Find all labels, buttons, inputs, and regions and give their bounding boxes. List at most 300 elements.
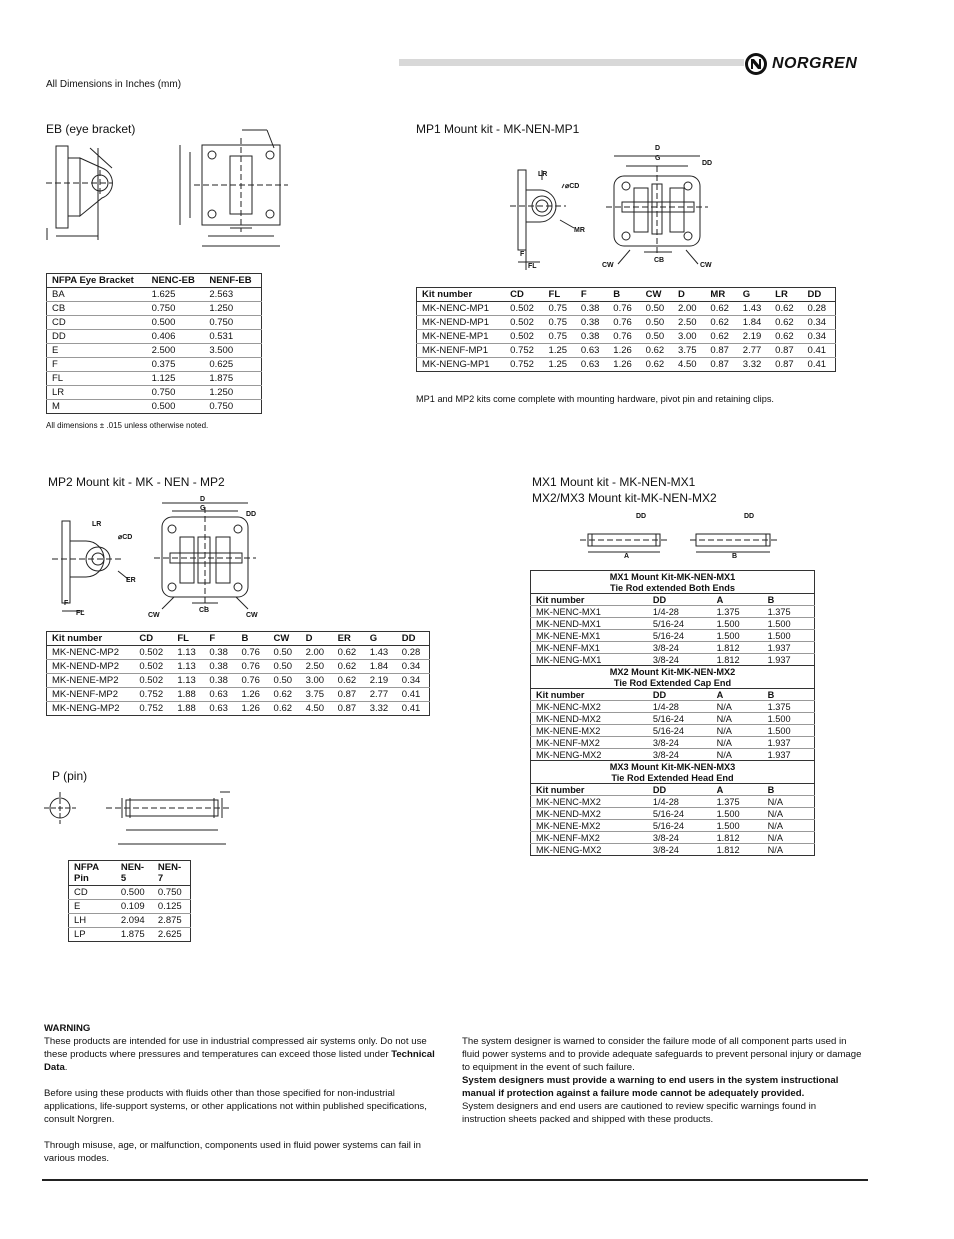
table-col-header: Kit number xyxy=(47,632,135,646)
mp2-label-er: ER xyxy=(126,577,136,584)
table-cell: 2.00 xyxy=(673,302,705,316)
table-cell: 2.875 xyxy=(153,914,191,928)
table-cell: MK-NENF-MP2 xyxy=(47,688,135,702)
table-cell: 0.752 xyxy=(134,702,172,716)
table-row xyxy=(531,630,815,642)
table-cell: N/A xyxy=(763,808,815,820)
table-cell: MK-NEND-MP2 xyxy=(47,660,135,674)
eb-col-header: NENC-EB xyxy=(147,274,205,288)
table-col-header: A xyxy=(712,689,763,701)
mp1-drawing xyxy=(500,140,740,272)
table-cell: 0.63 xyxy=(204,702,236,716)
table-col-header: B xyxy=(608,288,640,302)
table-cell: 0.62 xyxy=(333,660,365,674)
table-cell: 1.375 xyxy=(763,606,815,618)
mp2-label-cd: ⌀CD xyxy=(118,534,133,541)
table-col-header: D xyxy=(673,288,705,302)
table-row xyxy=(47,660,430,674)
table-cell: 0.75 xyxy=(544,302,576,316)
table-col-header: DD xyxy=(397,632,430,646)
table-cell: 1.26 xyxy=(236,688,268,702)
table-cell: MK-NEND-MX2 xyxy=(531,808,648,820)
table-cell: F xyxy=(47,358,147,372)
table-row xyxy=(47,372,262,386)
table-cell: 0.62 xyxy=(269,688,301,702)
table-cell: 1.375 xyxy=(763,701,815,713)
technical-data-link[interactable]: Technical Data xyxy=(44,1049,435,1073)
mp1-label-cb: CB xyxy=(654,257,665,264)
table-cell: 2.77 xyxy=(738,344,770,358)
table-cell: MK-NENF-MX2 xyxy=(531,737,648,749)
table-cell: 0.500 xyxy=(147,316,205,330)
table-cell: 3/8-24 xyxy=(648,749,712,761)
table-cell: 3.00 xyxy=(301,674,333,688)
table-cell: 1.500 xyxy=(712,618,763,630)
table-row xyxy=(531,713,815,725)
table-cell: 0.50 xyxy=(641,330,673,344)
table-cell: MK-NENG-MX2 xyxy=(531,749,648,761)
table-col-header: G xyxy=(738,288,770,302)
table-cell: 0.38 xyxy=(576,330,608,344)
table-cell: 1.625 xyxy=(147,288,205,302)
table-cell: 0.28 xyxy=(803,302,836,316)
pin-table-header xyxy=(69,861,191,886)
table-row xyxy=(531,796,815,808)
mx-caption-row xyxy=(531,571,815,583)
table-cell: 0.502 xyxy=(134,646,172,660)
table-cell: 2.563 xyxy=(204,288,261,302)
table-cell: 0.28 xyxy=(397,646,430,660)
table-cell: 1.875 xyxy=(116,928,153,942)
table-cell: MK-NENE-MX1 xyxy=(531,630,648,642)
mx-header-row xyxy=(531,594,815,606)
table-cell: LH xyxy=(69,914,116,928)
table-cell: 0.125 xyxy=(153,900,191,914)
table-cell: 0.502 xyxy=(134,674,172,688)
table-col-header: A xyxy=(712,594,763,606)
table-cell: 0.62 xyxy=(705,316,737,330)
table-row xyxy=(531,808,815,820)
table-cell: 1.125 xyxy=(147,372,205,386)
table-cell: N/A xyxy=(712,725,763,737)
table-row xyxy=(47,702,430,716)
table-cell: 3/8-24 xyxy=(648,737,712,749)
table-col-header: DD xyxy=(648,594,712,606)
table-cell: 0.87 xyxy=(333,688,365,702)
eb-table xyxy=(46,273,262,414)
table-col-header: CD xyxy=(134,632,172,646)
table-cell: 0.87 xyxy=(770,344,802,358)
table-row xyxy=(69,900,191,914)
table-cell: LR xyxy=(47,386,147,400)
eb-footnote: All dimensions ± .015 unless otherwise noted. xyxy=(46,421,209,430)
table-cell: MK-NENF-MX2 xyxy=(531,832,648,844)
table-cell: 1.26 xyxy=(236,702,268,716)
table-cell: 0.38 xyxy=(204,660,236,674)
warning-paragraph: Through misuse, age, or malfunction, components used in fluid power systems can fail in various modes. xyxy=(44,1140,422,1164)
mx-label-dd-right: DD xyxy=(744,513,755,520)
table-cell: N/A xyxy=(763,832,815,844)
table-cell: 0.76 xyxy=(608,316,640,330)
table-cell: 0.38 xyxy=(576,302,608,316)
table-cell: 1.13 xyxy=(172,660,204,674)
table-cell: 2.00 xyxy=(301,646,333,660)
table-cell: 1/4-28 xyxy=(648,606,712,618)
mx-caption: MX3 Mount Kit-MK-NEN-MX3 xyxy=(531,761,815,773)
table-cell: 0.62 xyxy=(705,330,737,344)
table-cell: BA xyxy=(47,288,147,302)
mp1-label-cw-left: CW xyxy=(602,262,614,269)
table-col-header: ER xyxy=(333,632,365,646)
table-cell: 1/4-28 xyxy=(648,796,712,808)
eb-col-header: NENF-EB xyxy=(204,274,261,288)
table-col-header: Kit number xyxy=(531,784,648,796)
mx-header-row xyxy=(531,689,815,701)
table-row xyxy=(47,688,430,702)
table-cell: 1.812 xyxy=(712,832,763,844)
mx-caption: Tie Rod extended Both Ends xyxy=(610,582,735,593)
table-cell: 0.502 xyxy=(505,302,543,316)
table-cell: 0.75 xyxy=(544,330,576,344)
table-cell: MK-NENC-MP1 xyxy=(417,302,506,316)
table-cell: 1.500 xyxy=(763,618,815,630)
table-cell: 3/8-24 xyxy=(648,654,712,666)
table-cell: MK-NENF-MX1 xyxy=(531,642,648,654)
table-cell: 0.50 xyxy=(641,316,673,330)
mp2-label-dd: DD xyxy=(246,511,257,518)
pin-drawing xyxy=(42,788,232,850)
table-cell: 1.26 xyxy=(608,344,640,358)
table-cell: MK-NEND-MX2 xyxy=(531,713,648,725)
table-cell: N/A xyxy=(763,844,815,856)
pin-col-header: NFPA Pin xyxy=(69,861,116,886)
table-cell: 0.75 xyxy=(544,316,576,330)
table-cell: DD xyxy=(47,330,147,344)
table-cell: 1.84 xyxy=(738,316,770,330)
mx-label-dd-left: DD xyxy=(636,513,647,520)
table-cell: 5/16-24 xyxy=(648,618,712,630)
table-cell: 2.500 xyxy=(147,344,205,358)
table-cell: 0.502 xyxy=(505,330,543,344)
table-cell: 0.76 xyxy=(236,660,268,674)
table-col-header: B xyxy=(236,632,268,646)
table-col-header: CW xyxy=(269,632,301,646)
table-row xyxy=(417,358,836,372)
table-col-header: LR xyxy=(770,288,802,302)
table-cell: 0.62 xyxy=(770,330,802,344)
table-col-header: F xyxy=(576,288,608,302)
table-cell: 0.62 xyxy=(333,646,365,660)
mx-label-a: A xyxy=(624,553,630,560)
table-cell: 0.34 xyxy=(803,330,836,344)
warning-paragraph: The system designer is warned to consider the failure mode of all component parts used in fluid power systems and to provide adequate safeguards to prevent personal injury or damage to equipment in the event of such failure. xyxy=(462,1036,862,1073)
table-cell: 1/4-28 xyxy=(648,701,712,713)
table-cell: 3/8-24 xyxy=(648,642,712,654)
mp2-label-g: G xyxy=(200,505,206,512)
table-col-header: D xyxy=(301,632,333,646)
table-cell: 0.62 xyxy=(641,344,673,358)
table-col-header: Kit number xyxy=(531,689,648,701)
table-row xyxy=(47,400,262,414)
table-cell: 0.50 xyxy=(269,660,301,674)
table-cell: 1.25 xyxy=(544,344,576,358)
brand-logo xyxy=(744,52,857,76)
dimensions-note: All Dimensions in Inches (mm) xyxy=(46,79,182,90)
table-row xyxy=(531,701,815,713)
brand-name: NORGREN xyxy=(772,55,858,72)
table-cell: M xyxy=(47,400,147,414)
table-cell: 0.752 xyxy=(134,688,172,702)
table-cell: 1.812 xyxy=(712,642,763,654)
warning-paragraph: Before using these products with fluids other than those specified for non-industrial applications, life-support systems, or other applications not within published specifications, consult Norgren. xyxy=(44,1088,427,1125)
table-cell: 0.625 xyxy=(204,358,261,372)
table-row xyxy=(69,914,191,928)
table-cell: 0.50 xyxy=(269,646,301,660)
table-cell: 1.875 xyxy=(204,372,261,386)
table-cell: 0.62 xyxy=(333,674,365,688)
table-row xyxy=(47,330,262,344)
table-cell: 0.62 xyxy=(770,302,802,316)
table-cell: N/A xyxy=(712,749,763,761)
table-cell: 1.43 xyxy=(738,302,770,316)
warning-paragraph xyxy=(44,1035,444,1074)
table-cell: 3.00 xyxy=(673,330,705,344)
table-cell: 0.34 xyxy=(803,316,836,330)
table-cell: 0.76 xyxy=(236,674,268,688)
mx-caption-row xyxy=(531,582,815,594)
table-cell: 1.812 xyxy=(712,654,763,666)
table-row xyxy=(417,302,836,316)
table-cell: 1.937 xyxy=(763,642,815,654)
table-cell: 4.50 xyxy=(301,702,333,716)
table-cell: 1.937 xyxy=(763,749,815,761)
table-cell: 2.50 xyxy=(301,660,333,674)
table-cell: N/A xyxy=(763,796,815,808)
mp1-label-mr: MR xyxy=(574,227,585,234)
table-cell: 1.500 xyxy=(712,820,763,832)
table-col-header: F xyxy=(204,632,236,646)
table-cell: 0.750 xyxy=(204,400,261,414)
table-cell: 1.500 xyxy=(763,725,815,737)
table-row xyxy=(47,386,262,400)
pin-col-header: NEN-5 xyxy=(116,861,153,886)
table-cell: 0.406 xyxy=(147,330,205,344)
table-row xyxy=(69,928,191,942)
table-cell: 1.375 xyxy=(712,796,763,808)
table-cell: FL xyxy=(47,372,147,386)
table-cell: 0.63 xyxy=(204,688,236,702)
table-cell: 1.500 xyxy=(712,808,763,820)
mx-caption: Tie Rod Extended Head End xyxy=(611,772,734,783)
table-cell: MK-NENF-MP1 xyxy=(417,344,506,358)
table-cell: 1.375 xyxy=(712,606,763,618)
table-cell: 0.500 xyxy=(116,886,153,900)
table-col-header: CD xyxy=(505,288,543,302)
mp2-table-header xyxy=(47,632,430,646)
table-cell: CB xyxy=(47,302,147,316)
mx-drawing xyxy=(580,508,790,560)
table-cell: 0.752 xyxy=(505,358,543,372)
table-cell: 0.62 xyxy=(705,302,737,316)
eb-drawing xyxy=(42,128,292,263)
table-cell: MK-NENE-MP2 xyxy=(47,674,135,688)
table-cell: 2.094 xyxy=(116,914,153,928)
table-cell: 0.34 xyxy=(397,674,430,688)
table-cell: 5/16-24 xyxy=(648,713,712,725)
mp2-drawing xyxy=(42,493,272,623)
table-cell: MK-NENC-MP2 xyxy=(47,646,135,660)
table-cell: 0.502 xyxy=(505,316,543,330)
mp1-table xyxy=(416,287,836,372)
table-row xyxy=(531,642,815,654)
table-row xyxy=(531,737,815,749)
table-cell: MK-NENG-MX2 xyxy=(531,844,648,856)
mx-caption-row xyxy=(531,666,815,678)
mp1-label-cw-right: CW xyxy=(700,262,712,269)
table-cell: N/A xyxy=(712,713,763,725)
table-cell: 0.50 xyxy=(641,302,673,316)
table-cell: 2.625 xyxy=(153,928,191,942)
table-cell: 0.76 xyxy=(608,302,640,316)
table-cell: MK-NENC-MX1 xyxy=(531,606,648,618)
table-row xyxy=(69,886,191,900)
table-cell: 1.937 xyxy=(763,737,815,749)
table-cell: MK-NENG-MX1 xyxy=(531,654,648,666)
table-cell: MK-NENE-MX2 xyxy=(531,725,648,737)
table-cell: E xyxy=(69,900,116,914)
table-col-header: CW xyxy=(641,288,673,302)
table-col-header: B xyxy=(763,784,815,796)
table-cell: 3.75 xyxy=(673,344,705,358)
table-cell: 0.502 xyxy=(134,660,172,674)
pin-col-header: NEN-7 xyxy=(153,861,191,886)
warning-paragraph-bold: System designers must provide a warning to end users in the system instructional manual if protection against a failure mode cannot be adequately provided. xyxy=(462,1075,839,1099)
table-col-header: Kit number xyxy=(417,288,506,302)
table-row xyxy=(417,316,836,330)
mx-caption-row xyxy=(531,761,815,773)
table-cell: 0.41 xyxy=(397,688,430,702)
table-cell: 0.750 xyxy=(153,886,191,900)
warning-right xyxy=(462,1035,862,1126)
table-cell: 0.375 xyxy=(147,358,205,372)
table-cell: 1.500 xyxy=(712,630,763,642)
table-cell: N/A xyxy=(712,737,763,749)
table-cell: 1.84 xyxy=(365,660,397,674)
table-col-header: FL xyxy=(172,632,204,646)
table-cell: 3.32 xyxy=(738,358,770,372)
table-row xyxy=(47,288,262,302)
table-cell: 0.63 xyxy=(576,358,608,372)
warning-title: WARNING xyxy=(44,1023,91,1034)
table-row xyxy=(47,358,262,372)
table-cell: N/A xyxy=(712,701,763,713)
mp1-title: MP1 Mount kit - MK-NEN-MP1 xyxy=(416,122,580,136)
table-cell: 1.13 xyxy=(172,646,204,660)
table-row xyxy=(531,832,815,844)
table-row xyxy=(417,330,836,344)
table-cell: N/A xyxy=(763,820,815,832)
table-cell: E xyxy=(47,344,147,358)
table-cell: 0.41 xyxy=(803,344,836,358)
table-cell: 1.250 xyxy=(204,302,261,316)
table-cell: MK-NENE-MX2 xyxy=(531,820,648,832)
table-cell: 1.88 xyxy=(172,688,204,702)
mp1-label-g: G xyxy=(655,155,661,162)
table-cell: 0.41 xyxy=(803,358,836,372)
table-cell: 0.87 xyxy=(770,358,802,372)
table-cell: 0.62 xyxy=(269,702,301,716)
table-cell: MK-NENG-MP2 xyxy=(47,702,135,716)
table-col-header: DD xyxy=(648,689,712,701)
mx-table xyxy=(530,570,815,856)
table-row xyxy=(531,725,815,737)
mp1-table-header xyxy=(417,288,836,302)
table-cell: 1.25 xyxy=(544,358,576,372)
mx1-title: MX1 Mount kit - MK-NEN-MX1 xyxy=(532,475,696,489)
table-col-header: FL xyxy=(544,288,576,302)
table-cell: MK-NEND-MP1 xyxy=(417,316,506,330)
mx-caption-row xyxy=(531,677,815,689)
mx-caption-row xyxy=(531,772,815,784)
table-cell: 0.76 xyxy=(236,646,268,660)
table-row xyxy=(47,316,262,330)
table-cell: 0.531 xyxy=(204,330,261,344)
mx-caption: MX1 Mount Kit-MK-NEN-MX1 xyxy=(531,571,815,583)
table-row xyxy=(531,844,815,856)
table-row xyxy=(531,820,815,832)
pin-table xyxy=(68,860,191,942)
table-cell: 1.26 xyxy=(608,358,640,372)
warning-paragraph: System designers and end users are cautioned to review specific warnings found in instruction sheets packed and shipped with these products. xyxy=(462,1101,817,1125)
table-row xyxy=(531,606,815,618)
table-cell: 0.752 xyxy=(505,344,543,358)
table-cell: 0.50 xyxy=(269,674,301,688)
table-row xyxy=(531,749,815,761)
eb-title: EB (eye bracket) xyxy=(46,122,136,136)
mp2-label-cb: CB xyxy=(199,607,210,614)
table-cell: 1.937 xyxy=(763,654,815,666)
table-cell: 0.500 xyxy=(147,400,205,414)
table-cell: MK-NENG-MP1 xyxy=(417,358,506,372)
table-cell: 0.750 xyxy=(204,316,261,330)
mp1-label-d: D xyxy=(655,145,661,152)
table-cell: 0.87 xyxy=(333,702,365,716)
table-cell: 0.750 xyxy=(147,386,205,400)
mp2-label-fl: FL xyxy=(76,610,85,617)
mx2-title: MX2/MX3 Mount kit-MK-NEN-MX2 xyxy=(532,491,717,505)
table-cell: 5/16-24 xyxy=(648,808,712,820)
table-cell: 2.77 xyxy=(365,688,397,702)
mx-caption: Tie Rod Extended Cap End xyxy=(613,677,732,688)
warning-text: These products are intended for use in industrial compressed air systems only. Do not use these products where pressures and temperatures can exceed those listed under xyxy=(44,1036,427,1060)
mx-label-b: B xyxy=(732,553,738,560)
mx-header-row xyxy=(531,784,815,796)
table-cell: 0.63 xyxy=(576,344,608,358)
table-row xyxy=(47,344,262,358)
table-cell: 2.50 xyxy=(673,316,705,330)
table-cell: 2.19 xyxy=(738,330,770,344)
warning-text: . xyxy=(64,1062,68,1073)
table-cell: CD xyxy=(47,316,147,330)
table-col-header: G xyxy=(365,632,397,646)
table-col-header: DD xyxy=(803,288,836,302)
mp2-label-d: D xyxy=(200,496,206,503)
norgren-logo-icon xyxy=(744,52,768,76)
table-row xyxy=(417,344,836,358)
mp-kits-note: MP1 and MP2 kits come complete with mounting hardware, pivot pin and retaining clips. xyxy=(416,394,774,404)
mp2-label-cw-left: CW xyxy=(148,612,160,619)
table-cell: CD xyxy=(69,886,116,900)
